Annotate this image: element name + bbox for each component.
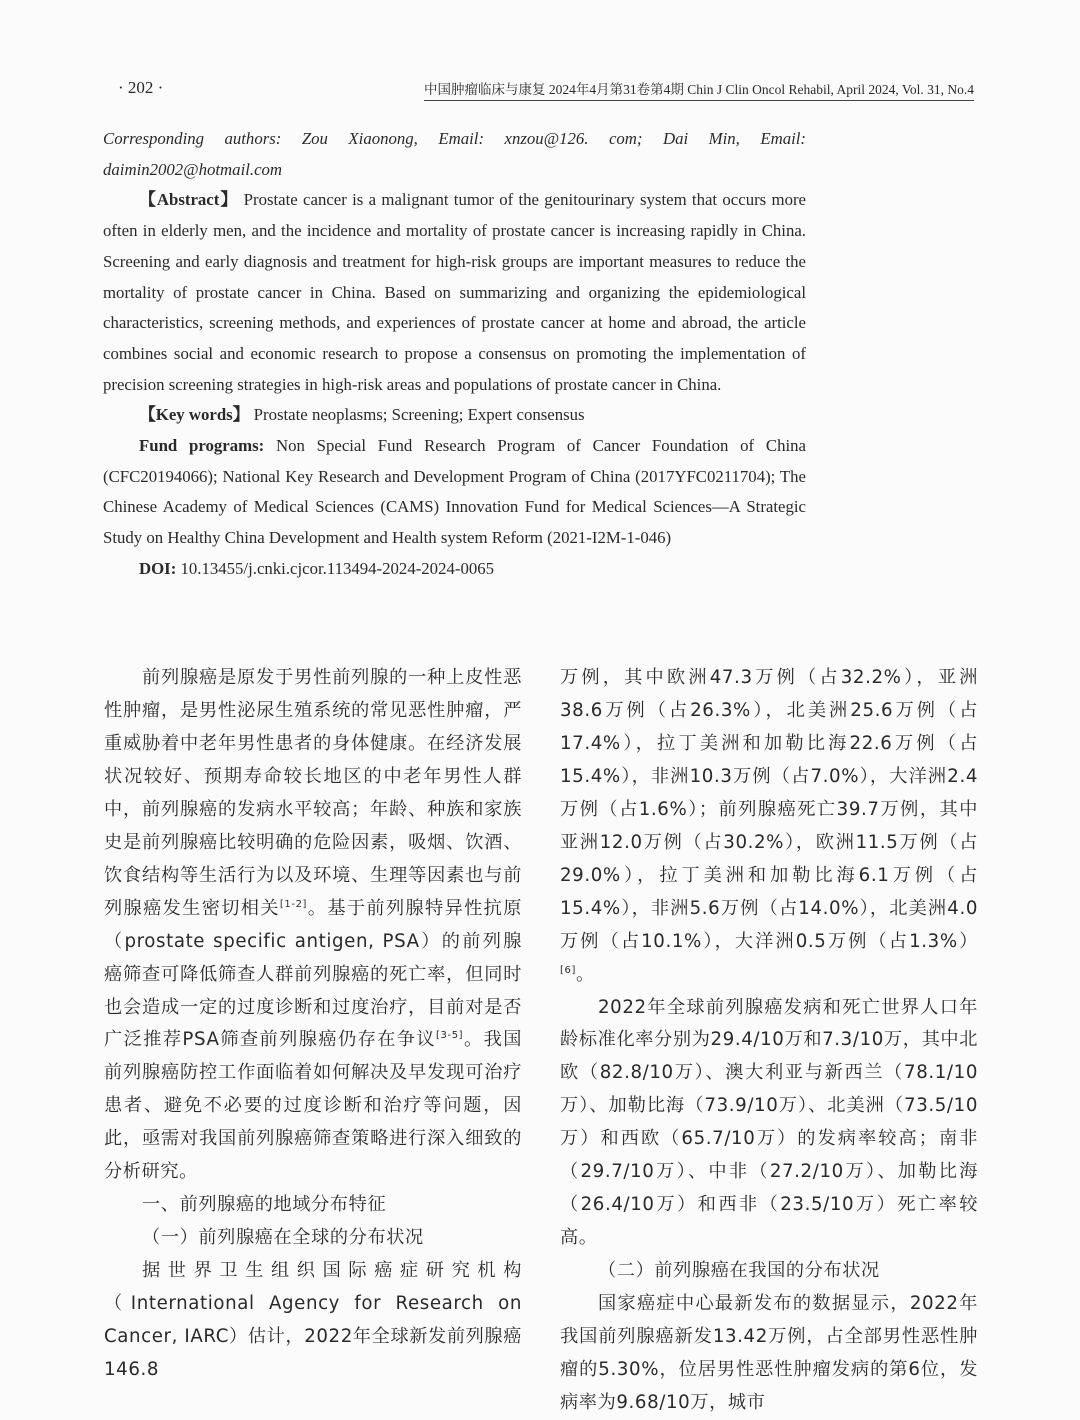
global-text: 万例，其中欧洲47.3万例（占32.2%），亚洲38.6万例（占26.3%），北美洲25.6万例（占17.4%），拉丁美洲和加勒比海22.6万例（占15.4%），非洲10.3万例（占7.0%），大洋洲2.4万例（占1.6%）；前列腺癌死亡39.7万例，其中亚洲12.0万例（占30.2%），欧洲11.5万例（占29.0%），拉丁美洲和加勒比海6.1万例（占15.4%），非洲5.6万例（占14.0%），北美洲4.0万例（占10.1%），大洋洲0.5万例（占1.3%） — [560, 667, 978, 952]
doi-paragraph — [103, 554, 806, 585]
global-text-end: 。 — [575, 963, 595, 985]
keywords-paragraph — [103, 400, 806, 431]
abstract-label: 【Abstract】 — [139, 190, 239, 210]
doi-text: 10.13455/j.cnki.cjcor.113494-2024-2024-0065 — [176, 558, 495, 578]
keywords-text: Prostate neoplasms; Screening; Expert consensus — [249, 405, 585, 425]
global-distribution-paragraph: 据世界卫生组织国际癌症研究机构（International Agency for Research on Cancer, IARC）估计，2022年全球新发前列腺癌146.8 — [104, 1260, 522, 1381]
fund-text: Non Special Fund Research Program of Cancer Foundation of China (CFC20194066); National Key Research and Development Program of China (2017YFC0211704); The Chinese Academy of Medical Sciences (CAMS) Innovation Fund for Medical Sciences—A Strategic Study on Healthy China Development and Health system Reform (2021-I2M-1-046) — [103, 436, 806, 548]
abstract-text: Prostate cancer is a malignant tumor of the genitourinary system that occurs more often in elderly men, and the incidence and mortality of prostate cancer is increasing rapidly in China. Screening and early diagnosis and treatment for high-risk groups are important measures to reduce the mortality of prostate cancer in China. Based on summarizing and organizing the epidemiological characteristics, screening methods, and experiences of prostate cancer at home and abroad, the article combines social and economic research to propose a consensus on promoting the implementation of precision screening strategies in high-risk areas and populations of prostate cancer in China. — [103, 190, 806, 394]
intro-text-b: 。基于前列腺特异性抗原（prostate specific antigen, PSA）的前列腺癌筛查可降低筛查人群前列腺癌的死亡率，但同时也会造成一定的过度诊断和过度治疗，目前对是否广泛推荐PSA筛查前列腺癌仍存在争议 — [104, 897, 522, 1051]
abstract-paragraph — [103, 185, 806, 400]
running-header — [104, 76, 974, 100]
journal-citation: 中国肿瘤临床与康复 2024年4月第31卷第4期 Chin J Clin Oncol Rehabil, April 2024, Vol. 31, No.4 — [424, 78, 974, 101]
intro-text-a: 前列腺癌是原发于男性前列腺的一种上皮性恶性肿瘤，是男性泌尿生殖系统的常见恶性肿瘤，严重威胁着中老年男性患者的身体健康。在经济发展状况较好、预期寿命较长地区的中老年男性人群中，前列腺癌的发病水平较高；年龄、种族和家族史是前列腺癌比较明确的危险因素，吸烟、饮酒、饮食结构等生活行为以及环境、生理等因素也与前列腺癌发生密切相关 — [104, 667, 522, 919]
fund-paragraph — [103, 431, 806, 554]
subsection-heading-2: （二）前列腺癌在我国的分布状况 — [598, 1260, 880, 1282]
intro-paragraph — [104, 662, 522, 1189]
english-abstract — [103, 124, 806, 585]
section-heading-1: 一、前列腺癌的地域分布特征 — [142, 1194, 387, 1216]
china-distribution-paragraph: 国家癌症中心最新发布的数据显示，2022年我国前列腺癌新发13.42万例，占全部男性恶性肿瘤的5.30%，位居男性恶性肿瘤发病的第6位，发病率为9.68/10万，城市 — [560, 1293, 978, 1413]
citation-1-2: [1-2] — [279, 898, 308, 910]
global-distribution-continued — [560, 662, 978, 992]
body-column-right — [560, 662, 978, 1420]
doi-label: DOI: — [139, 558, 177, 578]
citation-6: [6] — [560, 964, 576, 976]
citation-3-5: [3-5] — [436, 1030, 464, 1042]
age-standardized-rates-paragraph: 2022年全球前列腺癌发病和死亡世界人口年龄标准化率分别为29.4/10万和7.3/10万，其中北欧（82.8/10万）、澳大利亚与新西兰（78.1/10万）、加勒比海（73.9/10万）、北美洲（73.5/10万）和西欧（65.7/10万）的发病率较高；南非（29.7/10万）、中非（27.2/10万）、加勒比海（26.4/10万）和西非（23.5/10万）死亡率较高。 — [560, 996, 978, 1249]
fund-label: Fund programs: — [139, 436, 265, 456]
intro-text-c: 。我国前列腺癌防控工作面临着如何解决及早发现可治疗患者、避免不必要的过度诊断和治疗等问题，因此，亟需对我国前列腺癌筛查策略进行深入细致的分析研究。 — [104, 1029, 522, 1183]
page-number: · 202 · — [118, 78, 164, 97]
keywords-label: 【Key words】 — [139, 405, 250, 425]
subsection-heading-1: （一）前列腺癌在全球的分布状况 — [142, 1227, 424, 1249]
corresponding-authors: Corresponding authors: Zou Xiaonong, Email: xnzou@126. com; Dai Min, Email: daimin2002@hotmail.com — [103, 129, 806, 179]
body-column-left — [104, 662, 522, 1387]
